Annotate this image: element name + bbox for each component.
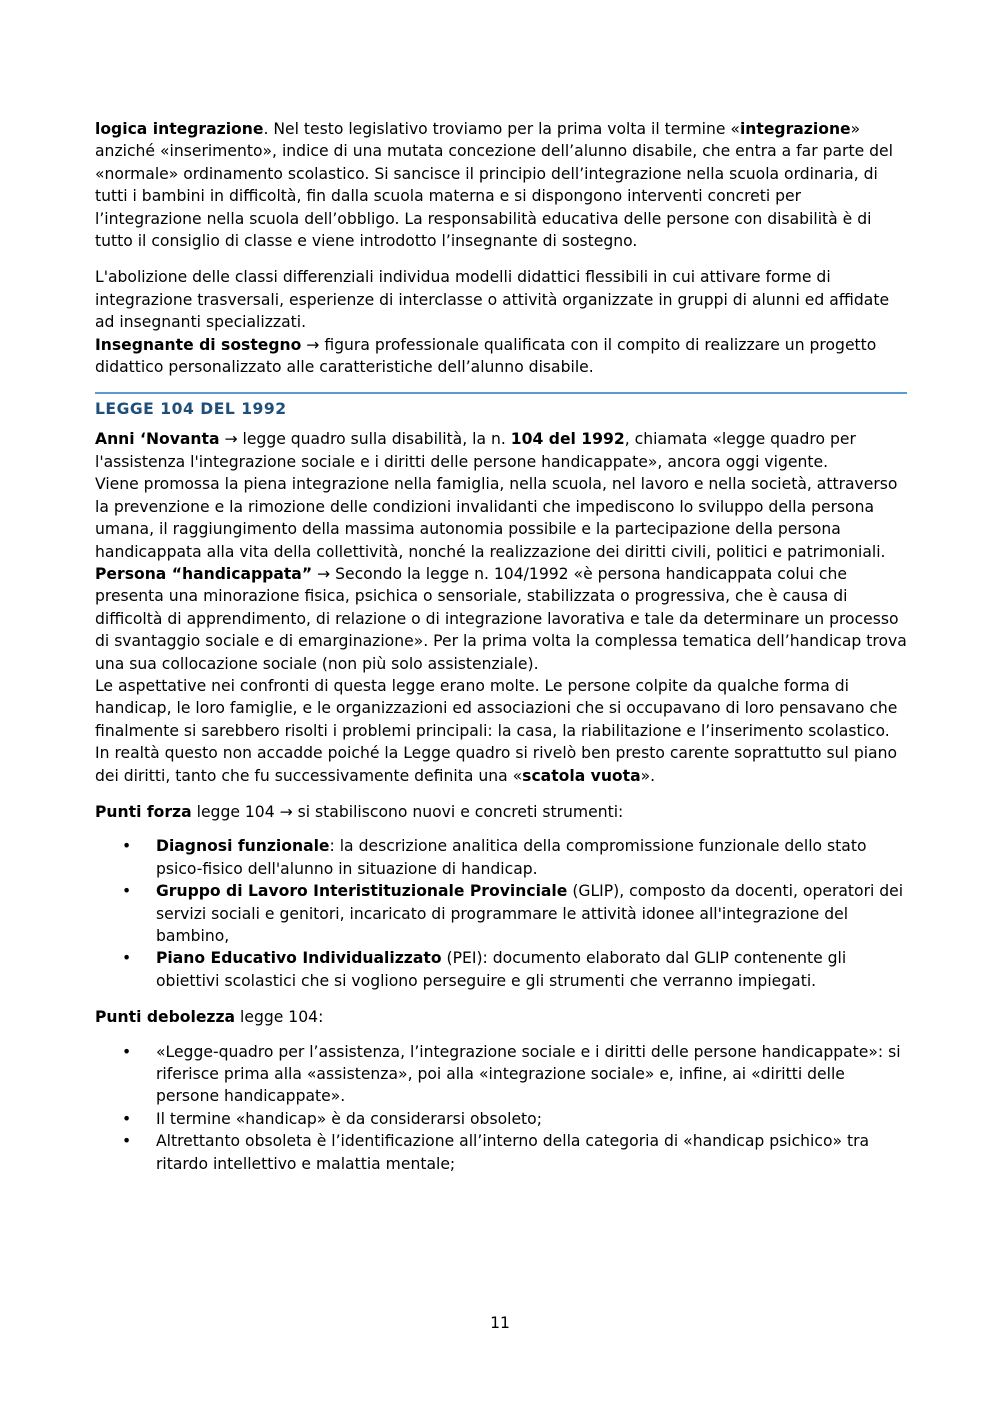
arrow-right-icon: → <box>317 564 331 583</box>
section-paragraph-4 <box>95 675 907 787</box>
text-run: Altrettanto obsoleta è l’identificazione all’interno della categoria di «handicap psichico» tra ritardo intellettivo e malattia mentale; <box>156 1132 870 1173</box>
bold-term: Piano Educativo Individualizzato <box>156 949 442 968</box>
bullet-icon: • <box>122 882 132 901</box>
text-run: legge 104 <box>191 802 280 821</box>
bold-term: logica integrazione <box>95 120 264 138</box>
intro-paragraph-2: L'abolizione delle classi differenziali individua modelli didattici flessibili in cui attivare forme di integrazione trasversali, esperienze di interclasse o attività organizzate in gruppi di alunni ed affidate ad insegnanti specializzati. <box>95 268 890 332</box>
list-item <box>95 835 907 880</box>
text-run: . Nel testo legislativo troviamo per la prima volta il termine « <box>263 120 740 138</box>
bold-term: 104 del 1992 <box>510 430 625 449</box>
bold-term: Punti forza <box>95 802 192 821</box>
text-run: » anziché «inserimento», indice di una mutata concezione dell’alunno disabile, che entra a far parte del «normale» ordinamento scolastico. Si sancisce il principio dell’integrazione nella scuola ordinaria, di tutti i bambini in difficoltà, fin dalla scuola materna e si dispongono interventi concreti per l’integrazione nella scuola dell’obbligo. La responsabilità educativa delle persone con disabilità è di tutto il consiglio di classe e viene introdotto l’insegnante di sostegno. <box>95 120 893 251</box>
list-item <box>95 1108 907 1130</box>
bullet-icon: • <box>122 837 132 856</box>
bold-term: Punti debolezza <box>95 1008 236 1027</box>
intro-paragraph-3 <box>95 334 907 379</box>
bullet-icon: • <box>122 1132 132 1151</box>
debolezza-label <box>95 1006 907 1028</box>
forza-label <box>95 801 907 823</box>
text-run: , chiamata «legge quadro per l'assistenza l'integrazione sociale e i diritti delle persone handicappate», ancora oggi vigente. <box>95 430 856 471</box>
bullet-icon: • <box>122 949 132 968</box>
bold-term: integrazione <box>739 120 851 138</box>
text-run: legge 104: <box>235 1008 324 1027</box>
forza-list <box>95 835 907 992</box>
text-run: Le aspettative nei confronti di questa legge erano molte. Le persone colpite da qualche forma di handicap, le loro famiglie, e le organizzazioni ed associazioni che si occupavano di loro pensavano che finalmente si sarebbero risolti i problemi principali: la casa, la riabilitazione e l’inserimento scolastico. In realtà questo non accadde poiché la Legge quadro si rivelò ben presto carente soprattutto sul piano dei diritti, tanto che fu successivamente definita una « <box>95 676 898 785</box>
text-run: «Legge-quadro per l’assistenza, l’integrazione sociale e i diritti delle persone handicappate»: si riferisce prima alla «assistenza», poi alla «integrazione sociale» e, infine, ai «diritti delle persone handicappate». <box>156 1042 901 1106</box>
text-run: si stabiliscono nuovi e concreti strumenti: <box>292 802 624 821</box>
section-paragraph-2: Viene promossa la piena integrazione nella famiglia, nella scuola, nel lavoro e nella società, attraverso la prevenzione e la rimozione delle condizioni invalidanti che impediscono lo sviluppo della persona umana, il raggiungimento della massima autonomia possibile e la partecipazione della persona handicappata alla vita della collettività, nonché la realizzazione dei diritti civili, politici e patrimoniali. <box>95 475 898 561</box>
bullet-icon: • <box>122 1109 132 1128</box>
section-paragraph-3 <box>95 563 907 675</box>
page-number: 11 <box>490 1314 510 1332</box>
bold-term: Insegnante di sostegno <box>95 335 302 354</box>
text-run: (PEI): documento elaborato dal GLIP contenente gli obiettivi scolastici che si vogliono perseguire e gli strumenti che verranno impiegati. <box>156 949 847 990</box>
arrow-right-icon: → <box>306 335 320 354</box>
bold-term: Anni ‘Novanta <box>95 430 220 449</box>
list-item <box>95 1041 907 1108</box>
text-run: ». <box>640 766 656 785</box>
section-heading-rule <box>95 392 907 422</box>
document-page <box>95 118 907 1175</box>
text-run: Secondo la legge n. 104/1992 «è persona handicappata colui che presenta una minorazione fisica, psichica o sensoriale, stabilizzata o progressiva, che è causa di difficoltà di apprendimento, di relazione o di integrazione lavorativa e tale da determinare un processo di svantaggio sociale e di emarginazione». Per la prima volta la complessa tematica dell’handicap trova una sua collocazione sociale (non più solo assistenziale). <box>95 564 907 673</box>
section-paragraph-1 <box>95 428 907 473</box>
bold-term: Gruppo di Lavoro Interistituzionale Provinciale <box>156 882 568 901</box>
bold-term: Persona “handicappata” <box>95 564 313 583</box>
section-heading: LEGGE 104 DEL 1992 <box>95 400 287 419</box>
intro-paragraph-1 <box>95 118 907 252</box>
debolezza-list <box>95 1041 907 1175</box>
list-item <box>95 1130 907 1175</box>
text-run: figura professionale qualificata con il compito di realizzare un progetto didattico personalizzato alle caratteristiche dell’alunno disabile. <box>95 335 877 377</box>
bold-term: scatola vuota <box>522 766 641 785</box>
text-run: legge quadro sulla disabilità, la n. <box>237 430 511 449</box>
bullet-icon: • <box>122 1042 132 1061</box>
arrow-right-icon: → <box>279 802 293 821</box>
list-item <box>95 947 907 992</box>
list-item <box>95 880 907 947</box>
text-run: Il termine «handicap» è da considerarsi obsoleto; <box>156 1109 542 1128</box>
text-run: (GLIP), composto da docenti, operatori dei servizi sociali e genitori, incaricato di programmare le attività idonee all'integrazione del bambino, <box>156 882 904 945</box>
bold-term: Diagnosi funzionale <box>156 837 330 856</box>
arrow-right-icon: → <box>224 430 238 449</box>
text-run: : la descrizione analitica della compromissione funzionale dello stato psico-fisico dell'alunno in situazione di handicap. <box>156 837 867 878</box>
